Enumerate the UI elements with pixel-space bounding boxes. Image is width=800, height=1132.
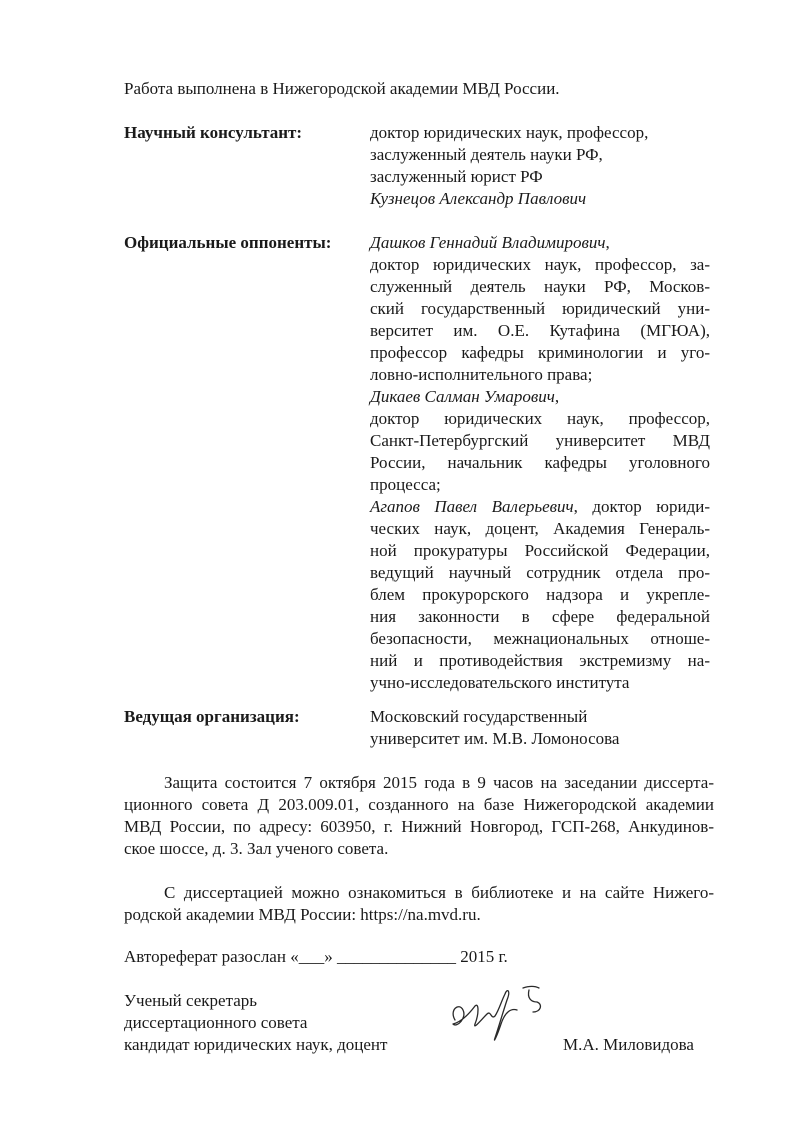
secretary-line: диссертационного совета (124, 1013, 308, 1032)
opponent-3-line: ния законности в сфере федеральной (370, 607, 710, 626)
opponent-1-name-tail: , (605, 233, 610, 252)
sent-date: Автореферат разослан «___» ______________ 2015 г. (124, 947, 508, 966)
opponent-3-line: учно-исследовательского института (370, 673, 630, 692)
opponent-3-name-line (370, 496, 710, 518)
defense-line: ционного совета Д 203.009.01, созданного на базе Нижегородской академии (124, 795, 714, 814)
opponent-1-line: доктор юридических наук, профессор, за- (370, 255, 710, 274)
secretary-line: кандидат юридических наук, доцент (124, 1035, 388, 1054)
opponent-1-name-line (370, 232, 610, 254)
consultant-label: Научный консультант: (124, 123, 303, 142)
opponent-3-line: ческих наук, доцент, Академия Генераль- (370, 519, 710, 538)
defense-line: МВД России, по адресу: 603950, г. Нижний Новгород, ГСП-268, Анкудинов- (124, 817, 714, 836)
opponent-3-line: блем прокурорского надзора и укрепле- (370, 585, 710, 604)
opponent-2-name-tail: , (554, 387, 560, 406)
opponent-3-line: ной прокуратуры Российской Федерации, (370, 541, 710, 560)
leading-org-label: Ведущая организация: (124, 707, 300, 726)
opponent-2-name: Дикаев Салман Умарович (370, 387, 555, 406)
opponent-3-line: ведущий научный сотрудник отдела про- (370, 563, 710, 582)
opponent-2-line: России, начальник кафедры уголовного (370, 453, 710, 472)
opponent-3-name: Агапов Павел Валерьевич (370, 497, 574, 516)
library-line: родской академии МВД России: https://na.mvd.ru. (124, 905, 481, 924)
leading-org-line: Московский государственный (370, 707, 588, 726)
library-line: С диссертацией можно ознакомиться в библиотеке и на сайте Нижего- (164, 883, 714, 902)
consultant-line: заслуженный юрист РФ (370, 167, 543, 186)
defense-line: ское шоссе, д. 3. Зал ученого совета. (124, 839, 389, 858)
consultant-line: заслуженный деятель науки РФ, (370, 145, 603, 164)
opponent-3-name-tail: , доктор юриди- (573, 497, 710, 516)
consultant-name: Кузнецов Александр Павлович (370, 189, 587, 208)
opponent-2-line: доктор юридических наук, профессор, (370, 409, 710, 428)
leading-org-line: университет им. М.В. Ломоносова (370, 729, 620, 748)
opponent-2-line: Санкт-Петербургский университет МВД (370, 431, 710, 450)
opponent-1-line: служенный деятель науки РФ, Москов- (370, 277, 710, 296)
defense-line: Защита состоится 7 октября 2015 года в 9 часов на заседании диссерта- (164, 773, 714, 792)
secretary-line: Ученый секретарь (124, 991, 258, 1010)
opponent-3-line: безопасности, межнациональных отноше- (370, 629, 710, 648)
opponent-1-line: ский государственный юридический уни- (370, 299, 710, 318)
opponent-1-line: профессор кафедры криминологии и уго- (370, 343, 710, 362)
opponent-1-line: ловно-исполнительного права; (370, 365, 593, 384)
consultant-line: доктор юридических наук, профессор, (370, 123, 649, 142)
opponent-2-name-line (370, 386, 559, 408)
opponent-3-line: ний и противодействия экстремизму на- (370, 651, 710, 670)
secretary-name: М.А. Миловидова (563, 1035, 694, 1054)
handwritten-signature (445, 980, 555, 1050)
intro-text: Работа выполнена в Нижегородской академии МВД России. (124, 79, 560, 98)
opponents-label: Официальные оппоненты: (124, 233, 332, 252)
opponent-2-line: процесса; (370, 475, 441, 494)
opponent-1-name: Дашков Геннадий Владимирович (370, 233, 606, 252)
opponent-1-line: верситет им. О.Е. Кутафина (МГЮА), (370, 321, 710, 340)
